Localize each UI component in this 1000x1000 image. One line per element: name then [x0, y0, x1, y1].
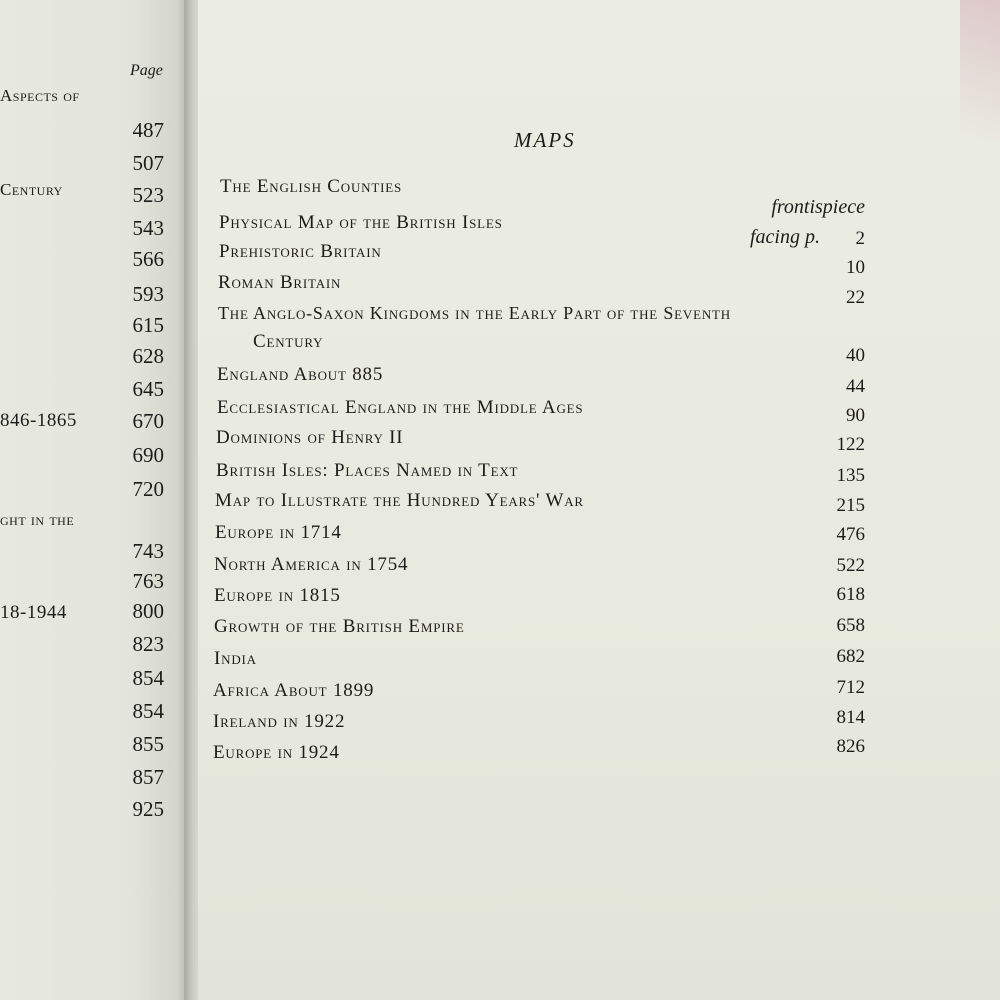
map-entry-title: Ireland in 1922 — [213, 711, 346, 732]
frontispiece-note: frontispiece — [771, 196, 865, 218]
left-page-number: 823 — [132, 632, 164, 656]
map-entry-title: Physical Map of the British Isles — [219, 212, 503, 233]
left-page-number: 566 — [132, 247, 164, 271]
map-entry-title: Europe in 1714 — [215, 522, 342, 543]
map-entry-page: 44 — [846, 376, 865, 397]
map-entry-title: North America in 1754 — [214, 554, 409, 575]
left-page-number: 690 — [132, 443, 164, 467]
left-text-fragment: 846-1865 — [0, 410, 77, 431]
map-entry-title: British Isles: Places Named in Text — [216, 460, 519, 481]
left-text-fragment: 18-1944 — [0, 602, 67, 623]
map-entry-title: Europe in 1924 — [213, 742, 340, 763]
map-entry-page: 814 — [836, 707, 865, 728]
left-page — [0, 0, 188, 1000]
map-entry-title: Growth of the British Empire — [214, 616, 465, 637]
left-page-number: 645 — [132, 377, 164, 401]
map-entry-page: 712 — [836, 677, 865, 698]
left-page-number: 593 — [132, 282, 164, 306]
left-page-number: 763 — [132, 569, 164, 593]
map-entry-page: 476 — [836, 524, 865, 545]
left-text-fragment: Century — [0, 180, 63, 199]
map-entry-title-continued: Century — [253, 331, 324, 352]
map-entry-page: 122 — [836, 434, 865, 455]
map-entry-page: 10 — [846, 257, 865, 278]
left-page-number: 543 — [132, 216, 164, 240]
left-page-number: 743 — [132, 539, 164, 563]
left-page-number: 628 — [132, 344, 164, 368]
map-entry-page: 135 — [836, 465, 865, 486]
left-page-number: 615 — [132, 313, 164, 337]
left-page-number: 487 — [132, 118, 164, 142]
map-entry-page: 826 — [836, 736, 865, 757]
map-entry-title: England About 885 — [217, 364, 384, 385]
map-entry-page: 522 — [836, 555, 865, 576]
map-entry-page: 618 — [836, 584, 865, 605]
left-text-fragment: ght in the — [0, 510, 75, 529]
left-page-number: 523 — [132, 183, 164, 207]
map-entry-page: 215 — [836, 495, 865, 516]
map-entry-title: Dominions of Henry II — [216, 427, 404, 448]
map-entry-page: 2 — [855, 228, 865, 249]
map-entry-title: The English Counties — [220, 176, 402, 197]
left-text-fragment: Aspects of — [0, 86, 80, 105]
left-page-number: 854 — [132, 666, 164, 690]
map-entry-page: 682 — [836, 646, 865, 667]
page-column-label: Page — [130, 62, 163, 79]
left-page-number: 670 — [132, 409, 164, 433]
left-page-number: 855 — [132, 732, 164, 756]
left-page-number: 720 — [132, 477, 164, 501]
left-page-number: 507 — [132, 151, 164, 175]
page-edge-tint — [960, 0, 1000, 140]
map-entry-title: Roman Britain — [218, 272, 342, 293]
left-page-number: 800 — [132, 599, 164, 623]
map-entry-title: Africa About 1899 — [213, 680, 375, 701]
map-entry-page: 90 — [846, 405, 865, 426]
map-entry-title: Map to Illustrate the Hundred Years' War — [215, 490, 584, 511]
map-entry-page: 40 — [846, 345, 865, 366]
left-page-number: 854 — [132, 699, 164, 723]
map-entry-page: 22 — [846, 287, 865, 308]
map-entry-title: The Anglo-Saxon Kingdoms in the Early Part of the Seventh — [218, 303, 731, 323]
map-entry-page: 658 — [836, 615, 865, 636]
left-page-number: 857 — [132, 765, 164, 789]
map-entry-title: Prehistoric Britain — [219, 241, 382, 262]
page-title: MAPS — [514, 128, 576, 152]
map-entry-title: India — [214, 648, 257, 669]
map-entry-title: Ecclesiastical England in the Middle Ages — [217, 397, 584, 418]
facing-note: facing p. — [750, 226, 820, 248]
left-page-number: 925 — [132, 797, 164, 821]
map-entry-title: Europe in 1815 — [214, 585, 341, 606]
